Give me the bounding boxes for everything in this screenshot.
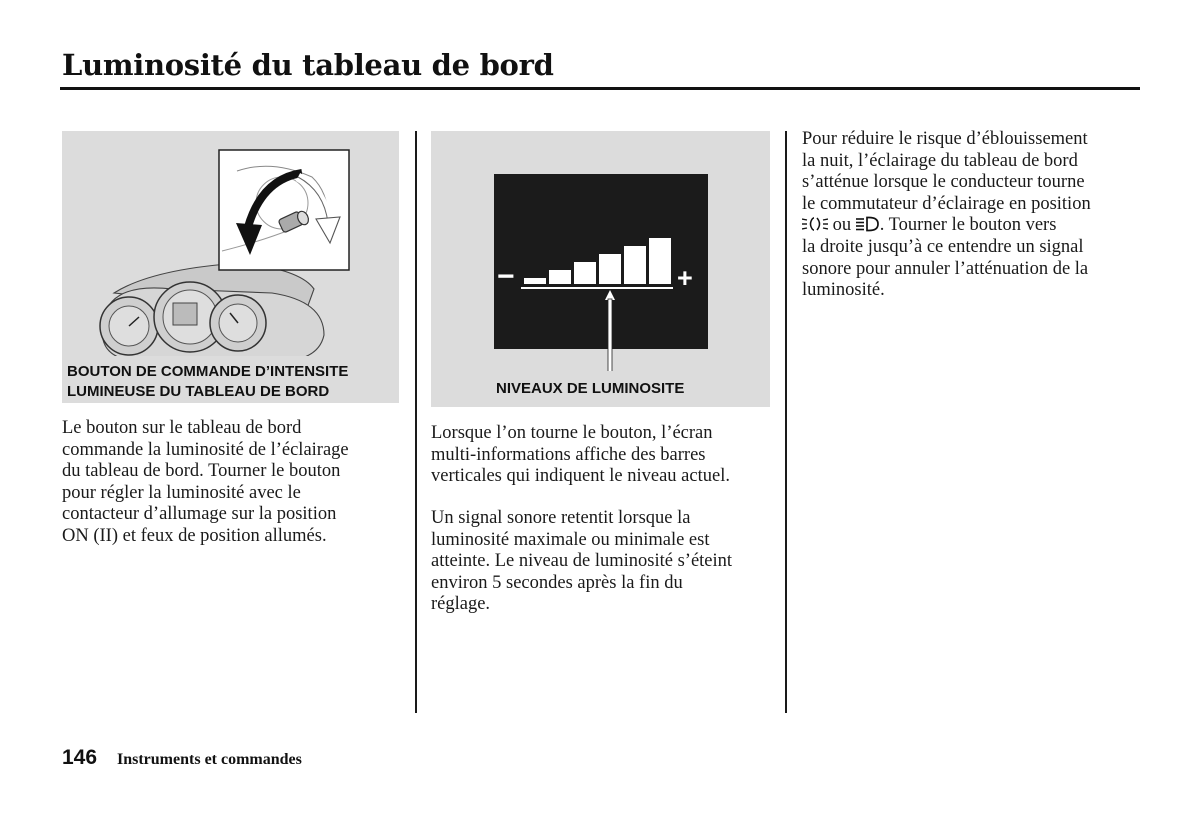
col2-line: environ 5 secondes après la fin du: [431, 572, 683, 593]
col3-line: luminosité.: [802, 280, 885, 301]
brightness-bar: [624, 246, 646, 284]
instrument-panel-illustration: [62, 131, 399, 356]
column-2-paragraph-2: [431, 508, 732, 616]
page-title: Luminosité du tableau de bord: [62, 48, 554, 82]
col3-line: sonore pour annuler l’atténuation de la: [802, 258, 1089, 279]
brightness-bar: [599, 254, 621, 284]
col3-icon-line: [802, 215, 1091, 237]
col1-line: pour régler la luminosité avec le: [62, 482, 301, 503]
brightness-bar: [649, 238, 671, 284]
column-1-paragraph: [62, 418, 349, 548]
minus-symbol: −: [497, 260, 515, 293]
col2-line: luminosité maximale ou minimale est: [431, 529, 710, 550]
plus-symbol: +: [677, 263, 693, 293]
col3-line: s’atténue lorsque le conducteur tourne: [802, 172, 1085, 193]
title-rule: [60, 87, 1140, 90]
page-number: 146: [62, 746, 98, 769]
col2-line: atteinte. Le niveau de luminosité s’éteint: [431, 551, 733, 572]
col1-line: Le bouton sur le tableau de bord: [62, 418, 302, 438]
col1-line: ON (II) et feux de position allumés.: [62, 525, 327, 546]
col2-line: Lorsque l’on tourne le bouton, l’écran: [431, 423, 713, 443]
col3-or-text: ou: [828, 215, 856, 236]
col2-line: verticales qui indiquent le niveau actuel.: [431, 466, 730, 487]
figure-left-caption-line1: BOUTON DE COMMANDE D’INTENSITE: [67, 363, 349, 380]
col1-line: du tableau de bord. Tourner le bouton: [62, 461, 341, 482]
col3-line: la nuit, l’éclairage du tableau de bord: [802, 150, 1078, 171]
column-divider-left: [415, 131, 417, 713]
col3-line: la droite jusqu’à ce entendre un signal: [802, 236, 1084, 257]
col3-line: le commutateur d’éclairage en position: [802, 193, 1091, 214]
col2-line: Un signal sonore retentit lorsque la: [431, 508, 691, 528]
pointer-shaft: [608, 299, 612, 371]
multi-info-display-illustration: [431, 131, 770, 371]
col2-line: multi-informations affiche des barres: [431, 444, 706, 465]
parking-light-icon: [802, 216, 828, 232]
figure-left-caption-line2: LUMINEUSE DU TABLEAU DE BORD: [67, 383, 330, 400]
col3-after-icon-text: . Tourner le bouton vers: [879, 215, 1057, 236]
headlight-icon: [856, 216, 880, 232]
col1-line: contacteur d’allumage sur la position: [62, 504, 337, 525]
brightness-levels-figure: [431, 131, 770, 407]
figure-middle-caption: NIVEAUX DE LUMINOSITE: [496, 380, 685, 397]
column-3-paragraph: [802, 129, 1091, 302]
column-divider-right: [785, 131, 787, 713]
brightness-bar: [524, 278, 546, 284]
section-name: Instruments et commandes: [117, 751, 302, 768]
brightness-bar: [574, 262, 596, 284]
brightness-bar: [549, 270, 571, 284]
col1-line: commande la luminosité de l’éclairage: [62, 439, 349, 460]
col3-line: Pour réduire le risque d’éblouissement: [802, 129, 1088, 149]
col2-line: réglage.: [431, 594, 491, 615]
column-2-paragraph-1: [431, 423, 730, 488]
dashboard-knob-figure: [62, 131, 399, 403]
